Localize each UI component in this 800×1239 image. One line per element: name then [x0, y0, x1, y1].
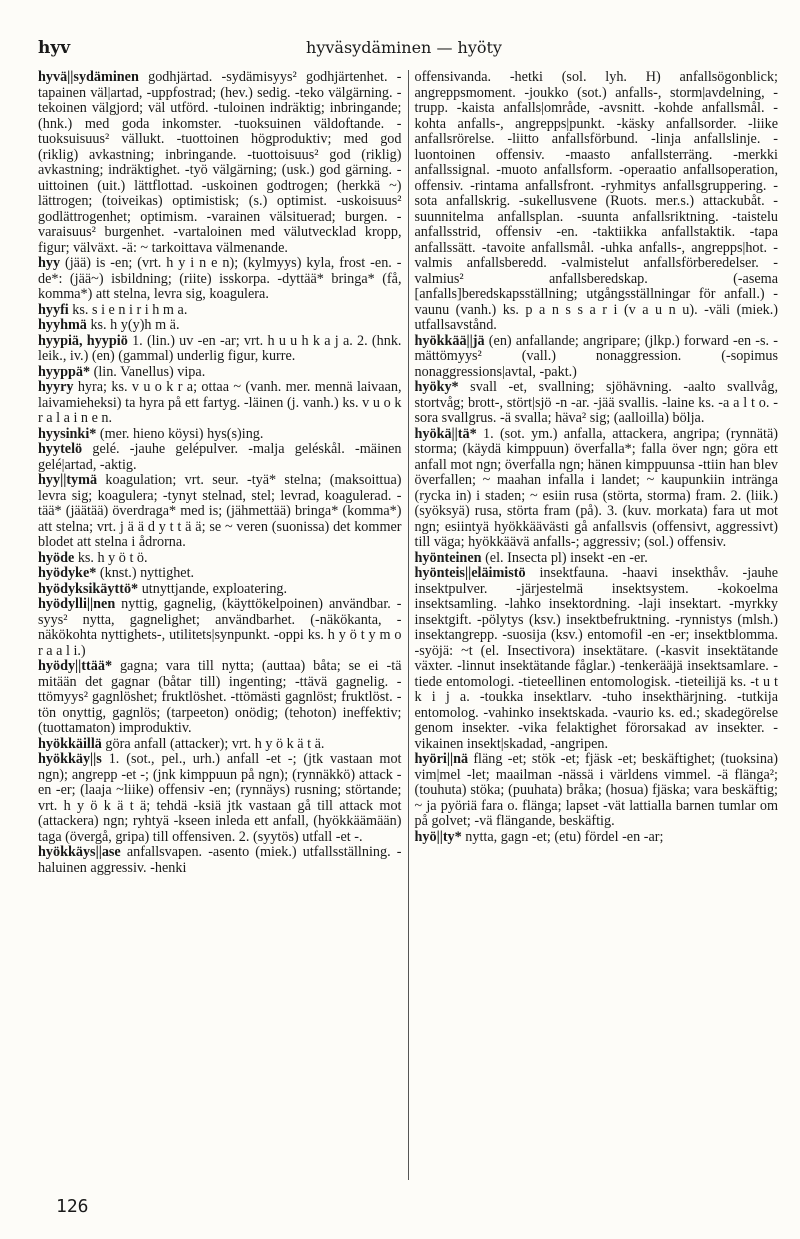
entry-text: (el. Insecta pl) insekt -en -er. — [481, 549, 648, 566]
headword: hyy — [38, 255, 61, 271]
dictionary-entry — [38, 442, 402, 473]
headword: hyy||tymä — [38, 472, 98, 488]
headword: hyöde — [38, 549, 75, 566]
page-header — [38, 38, 770, 60]
dictionary-entry — [415, 70, 779, 334]
dictionary-entry — [38, 752, 402, 845]
headword: hyödyksikäyttö* — [38, 580, 139, 597]
dictionary-entry — [38, 427, 402, 443]
headword: hyönteinen — [414, 549, 482, 566]
headword: hyyfi — [38, 301, 69, 318]
entry-text: ks. h y(y)h m ä. — [86, 317, 180, 333]
headword: hyökkäy||s — [38, 751, 102, 767]
entry-text: svall -et, svallning; sjöhävning. -aalto svallvåg, stortvåg; brott-, stört|sjö -n -ar. -jää svallis. -laine ks. -a a l t o. -sora svallgrus. -ä svalla; häva² sig; (aalloilla) bölja. — [414, 379, 778, 426]
page-number: 126 — [56, 1196, 89, 1217]
entry-text: 1. (sot., pel., urh.) anfall -et -; (jtk vastaan mot ngn); angrepp -et -; (jnk kimppuun på ngn); (rynnäkkö) attack -en -er; (laaja ~liike) offensiv -en; (rynnäys) rusning; störtande; vrt. h y ö k ä t ä; tehdä -ksiä jtk vastaan gå till attack mot (attackera) ngn; ryhtyä -kseen inleda ett anfall, (hyökkäämään) taga (övergå, gripa) till offensiven. 2. (syytös) utfall -et -. — [38, 751, 402, 845]
entry-text: utnyttjande, exploatering. — [138, 580, 288, 597]
entry-text: gagna; vara till nytta; (auttaa) båta; se ei -tä mitään det gagnar (båtar till) ingenting; -ttävä gagnelig. -ttömyys² gagnlöshet; fruktlöshet. -ttömästi gagnlöst; fruktlöst. -tön onyttig, gagnlös; (tarpeeton) onödig; (tehoton) ineffektiv; (tuottamaton) improduktiv. — [38, 658, 402, 736]
entry-text: ks. s i e n i r i h m a. — [68, 301, 188, 318]
dictionary-entry — [415, 380, 779, 427]
dictionary-entry — [38, 551, 402, 567]
left-column — [38, 70, 409, 1180]
dictionary-entry — [415, 830, 779, 846]
dictionary-entry — [38, 334, 402, 365]
dictionary-entry — [38, 70, 402, 256]
entry-text: hyra; ks. v u o k r a; ottaa ~ (vanh. mer. mennä laivaan, laivamieheksi) ta hyra på ett fartyg. -läinen (j. vanh.) ks. v u o k r a l a i n e n. — [38, 379, 402, 426]
entry-text: göra anfall (attacker); vrt. h y ö k ä t ä. — [101, 735, 325, 752]
headword: hyökä||tä* — [414, 425, 477, 442]
dictionary-entry — [38, 659, 402, 737]
headword: hyökkää||jä — [414, 332, 485, 349]
headword: hyödy||ttää* — [38, 658, 113, 674]
headword: hyökkäys||ase — [38, 844, 121, 860]
entry-text: koagulation; vrt. seur. -tyä* stelna; (maksoittua) levra sig; koagulera; -tynyt stelnad, stel; levrad, koagulerad. -tää* (jäätää) överdraga* med is; (jähmettää) bringa* (komma*) att stelna; vrt. j ä ä d y t t ä ä; se ~ veren (suonissa) det kommer blodet att stelna i ådrorna. — [38, 472, 402, 550]
headword: hyvä||sydäminen — [38, 70, 139, 85]
dictionary-entry — [38, 845, 402, 876]
entry-text: 1. (sot. ym.) anfalla, attackera, angripa; (rynnätä) storma; (käydä kimppuun) överfalla*; falla över ngn; göra ett anfall mot ngn; överfalla ngn; hänen kimppuunsa -ttiin han blev överfallen; ~ maahan infalla i landet; ~ kaupunkiin inträngа (rycka in) i staden; ~ esiin rusa (störta, storma) fram. 2. (liik.) (syöksyä) rusa, störta fram (på). 3. (kuv. morkata) fara ut mot ngn; esiintyä hyökkäävästi gå anfallsvis (offensivt, aggressivt) till väga; hyökkäävä anfalls-; aggressiv; (sol.) offensiv. — [414, 425, 778, 550]
dictionary-entry — [415, 566, 779, 752]
dictionary-entry — [38, 380, 402, 427]
dictionary-entry — [38, 597, 402, 659]
headword: hyyppä* — [38, 363, 91, 380]
dictionary-entry — [38, 303, 402, 319]
headword: hyyhmä — [38, 317, 87, 333]
right-column — [409, 70, 779, 1180]
dictionary-entry — [38, 582, 402, 598]
headword: hyypiä, hyypiö — [38, 332, 128, 349]
headword: hyysinki* — [38, 425, 97, 442]
entry-text: (jää) is -en; (vrt. h y i n e n); (kylmyys) kyla, frost -en. -de*: (jää~) isbildning; (riite) isskorpa. -dyttää* bringa* (få, komma*) att stelna, levra sig, koagulera. — [38, 255, 402, 302]
entry-text: nyttig, gagnelig, (käyttökelpoinen) användbar. -syys² nytta, gagnelighet; användbarhet. (-näkökanta, -näkökohta nyttighets-, utilitets|synpunkt. -oppi ks. h y ö t y m o r a a l i.) — [38, 596, 402, 659]
entry-text: (lin. Vanellus) vipa. — [90, 363, 206, 380]
entry-text: insektfauna. -haavi insekthåv. -jauhe insektpulver. -järjestelmä insektsystem. -kokoelma insektsamling. -lahko insektordning. -laji insektart. -myrkky insektgift. -pölytys (ksv.) insektbefruktning. -rynnistys (mlsh.) insektangrepp. -suosija (ksv.) entomofil -en -er; insektblomma. -syöjä: ~t (el. Insectivora) insektätare. (-kasvit insektätande växter. -linnut insektätande fåglar.) -tenkerääjä insektsamlare. -tiede entomologi. -tieteellinen entomologisk. -tieteilijä ks. -t u t k i j a. -toukka insektlarv. -tuho insekthärjning. -tutkija entomolog. -vahinko insektskada. -vaurio ks. ed.; skadegörelse genom insekter. -vika felaktighet förorsakad av insekter. -vikainen insekt|skadad, -angripen. — [414, 565, 778, 752]
dictionary-entry — [38, 318, 402, 334]
dictionary-entry — [38, 473, 402, 551]
entry-text: 1. (lin.) uv -en -ar; vrt. h u u h k a j a. 2. (hnk. leik., iv.) (en) (gammal) underlig figur, kurre. — [38, 332, 402, 364]
headword: hyöri||nä — [414, 751, 469, 767]
headword: hyytelö — [38, 441, 83, 457]
entry-text: gelé. -jauhe gelépulver. -malja geléskål. -mäinen gelé|artad, -aktig. — [38, 441, 402, 473]
entry-text: godhjärtad. -sydämisyys² godhjärtenhet. -tapainen väl|artad, -uppfostrad; (hev.) sedig. -teko välgärning. -tekoinen välgjord; väl utförd. -tuloinen indräktig; inbringande; (hnk.) med goda inkomster. -tuoksuinen väldoftande. -tuoksuisuus² vällukt. -tuottoinen högproduktiv; med god (riklig) avkastning; inbringande. -tuottoisuus² god (riklig) avkastning; indräktighet. -työ välgärning; (usk.) god gärning. -uittoinen (uit.) lättflottad. -uskoinen godtrogen; (herkkä ~) lättrogen; (toiveikas) optimistisk; (s.) optimist. -uskoisuus² godlättrogenhet; optimism. -varainen välsituerad; burgen. -varaisuus² burgenhet. -vartaloinen med välutvecklad kropp, figur; välväxt. -ä: ~ tarkoittava välmenande. — [38, 70, 402, 256]
entry-text: ks. h y ö t ö. — [74, 549, 148, 566]
entry-text: (mer. hieno köysi) hys(s)ing. — [96, 425, 264, 442]
headword: hyönteis||eläimistö — [414, 565, 526, 581]
entry-text: offensivanda. -hetki (sol. lyh. H) anfallsögonblick; angreppsmoment. -joukko (sot.) anfalls-, storm|avdelning, -trupp. -kaista anfalls|område, -avsnitt. -kohde anfallsmål. -kohta anfalls-, angrepps|punkt. -käsky anfallsorder. -liike anfallsrörelse. -liitto anfallsförbund. -linja anfallslinje. -luontoinen offensiv. -maasto anfallsterräng. -merkki anfallssignal. -muoto anfallsform. -operaatio anfallsoperation, offensiv. -rintama anfallsfront. -ryhmitys anfallsgruppering. -sota anfallskrig. -sukellusvene (Ruots. mer.s.) attackubåt. -suunnitelma anfallsplan. -suunta anfallsriktning. -taistelu anfallsstrid, offensiv -en. -taktiikka anfallstaktik. -tapa anfallssätt. -tavoite anfallsmål. -uhka anfalls-, angrepps|hot. -valmis anfallsberedd. -valmistelut anfallsförberedelser. -valmius² anfallsberedskap. (-asema [anfalls]beredskapsställning; utgångsställningar för anfall.) -vaunu (vanh.) ks. p a n s s a r i (v a u n u). -väli (miek.) utfallsavstånd. — [414, 70, 778, 333]
entry-text: (en) anfallande; angripare; (jlkp.) forward -en -s. -mättömyys² (vall.) nonaggression. (-sopimus nonaggressions|avtal, -pakt.) — [414, 332, 778, 380]
headword: hyyry — [38, 379, 74, 395]
dictionary-entry — [38, 737, 402, 753]
headword: hyö||ty* — [414, 828, 462, 845]
dictionary-entry — [38, 365, 402, 381]
dictionary-entry — [38, 256, 402, 303]
headword: hyödylli||nen — [38, 596, 116, 612]
headword: hyöky* — [414, 379, 459, 395]
dictionary-entry — [415, 752, 779, 830]
dictionary-columns — [38, 70, 778, 1180]
entry-text: anfallsvapen. -asento (miek.) utfallsställning. -haluinen aggressiv. -henki — [38, 844, 402, 876]
entry-text: nytta, gagn -et; (etu) fördel -en -ar; — [461, 828, 664, 845]
headword: hyökkäillä — [38, 735, 102, 752]
headword: hyödyke* — [38, 565, 97, 581]
running-title: hyväsydäminen — hyöty — [306, 38, 502, 57]
dictionary-entry — [415, 334, 779, 381]
entry-text: (knst.) nyttighet. — [96, 565, 195, 581]
guide-word: hyv — [38, 38, 71, 58]
dictionary-entry — [415, 427, 779, 551]
dictionary-entry — [415, 551, 779, 567]
entry-text: fläng -et; stök -et; fjäsk -et; beskäftighet; (tuoksina) vim|mel -let; maailman -nässä i världens vimmel. -ä flänga²; (touhuta) stöka; (puuhata) bråka; (hosua) fjäska; vara beskäftig; ~ ja pyöriä fara o. flänga; lapset -vät lattialla barnen tumlar om på golvet; -vä flängande, beskäftig. — [414, 751, 778, 829]
dictionary-entry — [38, 566, 402, 582]
